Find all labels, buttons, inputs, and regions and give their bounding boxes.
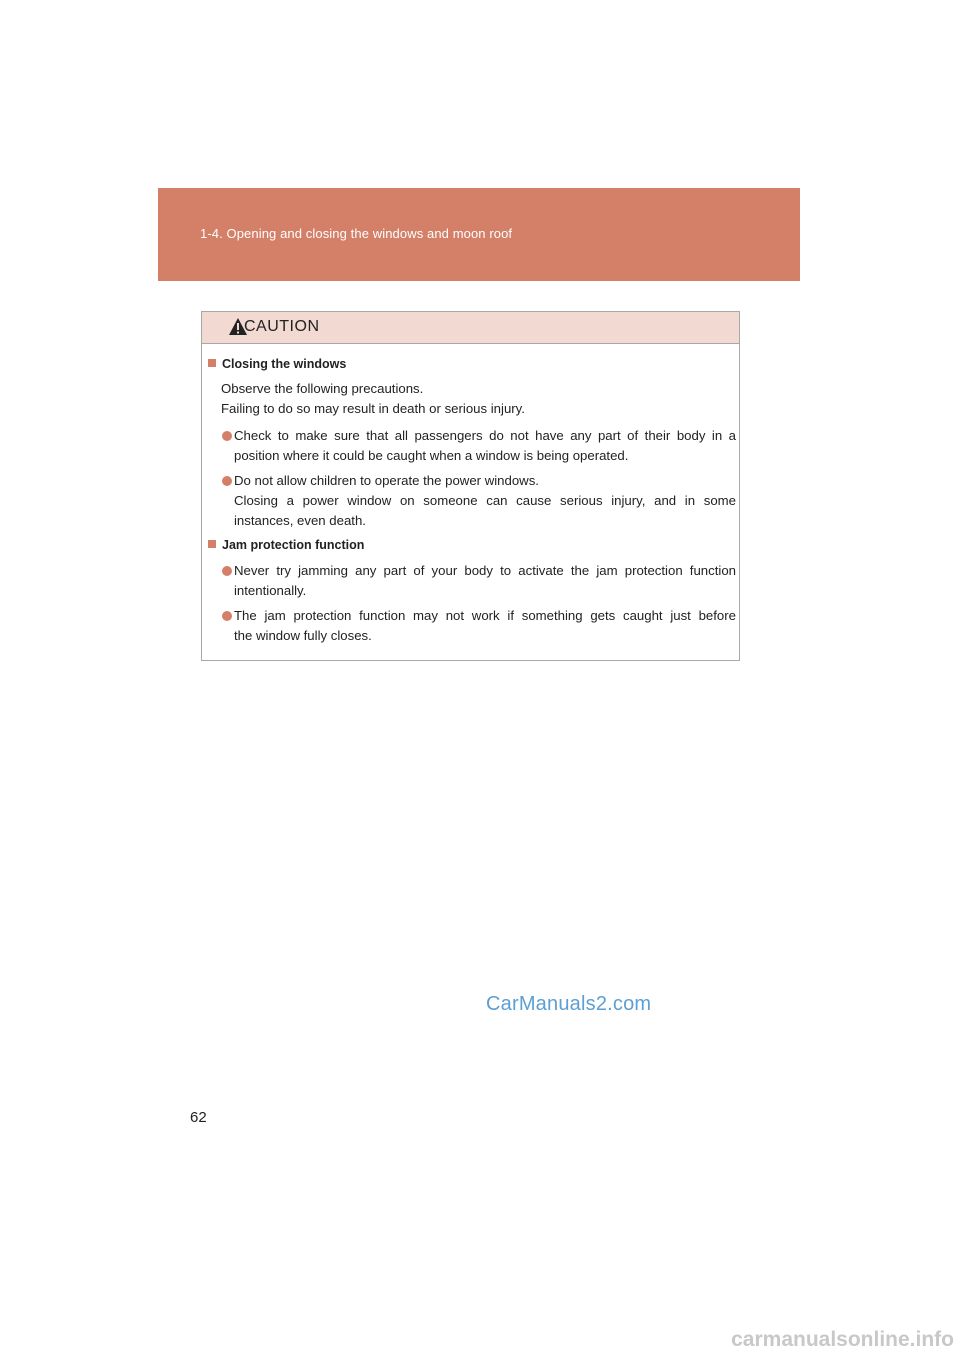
- caution-box: [201, 311, 740, 661]
- bullet-line: the window fully closes.: [234, 628, 372, 643]
- bullet-line: The jam protection function may not work if something gets caught just before: [234, 608, 736, 623]
- bullet-line: Do not allow children to operate the power windows.: [234, 473, 539, 488]
- section-title: 1-4. Opening and closing the windows and moon roof: [200, 226, 513, 241]
- bullet-line: Never try jamming any part of your body to activate the jam protection function: [234, 563, 736, 578]
- bullet-dot-icon: [222, 566, 232, 576]
- bullet-line: Closing a power window on someone can cause serious injury, and in some: [234, 493, 736, 508]
- bullet-dot-icon: [222, 476, 232, 486]
- caution-title: CAUTION: [244, 318, 320, 335]
- bullet-line: instances, even death.: [234, 513, 366, 528]
- precaution-warning-line: Failing to do so may result in death or serious injury.: [221, 401, 525, 416]
- bullet-item: [222, 471, 736, 531]
- watermark-bottom: carmanualsonline.info: [731, 1328, 954, 1351]
- square-bullet-icon: [208, 540, 216, 548]
- caution-header: [202, 312, 739, 344]
- precaution-intro-line: Observe the following precautions.: [221, 381, 424, 396]
- bullet-item: [222, 426, 736, 466]
- square-bullet-icon: [208, 359, 216, 367]
- page-number: 62: [190, 1109, 207, 1126]
- section-header-band: [158, 188, 800, 281]
- bullet-line: Check to make sure that all passengers do not have any part of their body in a: [234, 428, 736, 443]
- bullet-item: [222, 561, 736, 601]
- section-heading-jam-protection: Jam protection function: [208, 535, 364, 555]
- section-heading-closing-windows: Closing the windows: [208, 354, 346, 374]
- bullet-item: [222, 606, 736, 646]
- bullet-dot-icon: [222, 611, 232, 621]
- bullet-line: intentionally.: [234, 583, 307, 598]
- watermark-center: CarManuals2.com: [486, 993, 652, 1015]
- bullet-dot-icon: [222, 431, 232, 441]
- bullet-line: position where it could be caught when a window is being operated.: [234, 448, 629, 463]
